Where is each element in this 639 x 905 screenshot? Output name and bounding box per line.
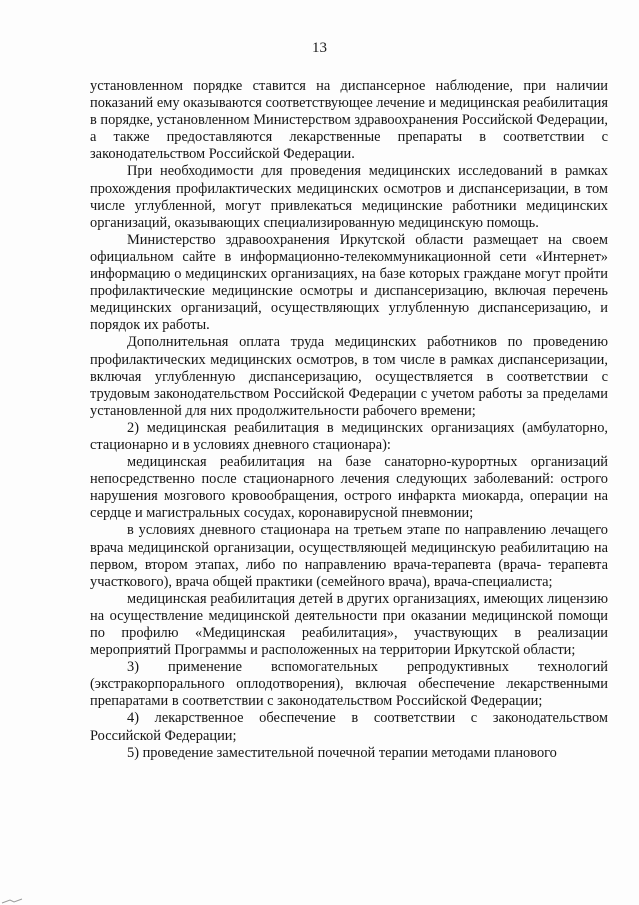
scan-artifact	[0, 891, 60, 905]
paragraph: 3) применение вспомогательных репродуктивных технологий (экстракорпорального оплодотворения), включая обеспечение лекарственными препаратами в соответствии с законодательством Российской Федерации;	[90, 659, 608, 710]
paragraph: установленном порядке ставится на диспансерное наблюдение, при наличии показаний ему оказываются соответствующее лечение и медицинская реабилитация в порядке, установленном Министерством здравоохранения Российской Федерации, а также предоставляются лекарственные препараты в соответствии с законодательством Российской Федерации.	[90, 78, 608, 163]
paragraph: 5) проведение заместительной почечной терапии методами планового	[127, 744, 557, 761]
page-number: 13	[312, 40, 327, 56]
paragraph: 2) медицинская реабилитация в медицинских организациях (амбулаторно, стационарно и в условиях дневного стационара):	[90, 419, 608, 453]
paragraph: 4) лекарственное обеспечение в соответствии с законодательством Российской Федерации;	[90, 710, 608, 744]
paragraph: При необходимости для проведения медицинских исследований в рамках прохождения профилактических медицинских осмотров и диспансеризации, в том числе углубленной, могут привлекаться медицинские работники медицинских организаций, оказывающих специализированную медицинскую помощь.	[90, 163, 608, 231]
document-body	[90, 78, 608, 762]
paragraph: Министерство здравоохранения Иркутской области размещает на своем официальном сайте в информационно-телекоммуникационной сети «Интернет» информацию о медицинских организациях, на базе которых граждане могут пройти профилактические медицинские осмотры и диспансеризацию, включая перечень медицинских организаций, осуществляющих углубленную диспансеризацию, и порядок их работы.	[90, 231, 608, 334]
paragraph: в условиях дневного стационара на третьем этапе по направлению лечащего врача медицинской организации, осуществляющей медицинскую реабилитацию на первом, втором этапах, либо по направлению врача-терапевта (врача- терапевта участкового), врача общей практики (семейного врача), врача-специалиста;	[90, 522, 608, 590]
paragraph: Дополнительная оплата труда медицинских работников по проведению профилактических медицинских осмотров, в том числе в рамках диспансеризации, включая углубленную диспансеризацию, осуществляется в соответствии с трудовым законодательством Российской Федерации с учетом работы за пределами установленной для них продолжительности рабочего времени;	[90, 334, 608, 419]
paragraph: медицинская реабилитация детей в других организациях, имеющих лицензию на осуществление медицинской деятельности при оказании медицинской помощи по профилю «Медицинская реабилитация», участвующих в реализации мероприятий Программы и расположенных на территории Иркутской области;	[90, 590, 608, 659]
paragraph: медицинская реабилитация на базе санаторно-курортных организаций непосредственно после стационарного лечения следующих заболеваний: острого нарушения мозгового кровообращения, острого инфаркта миокарда, операции на сердце и магистральных сосудах, коронавирусной пневмонии;	[90, 454, 608, 522]
